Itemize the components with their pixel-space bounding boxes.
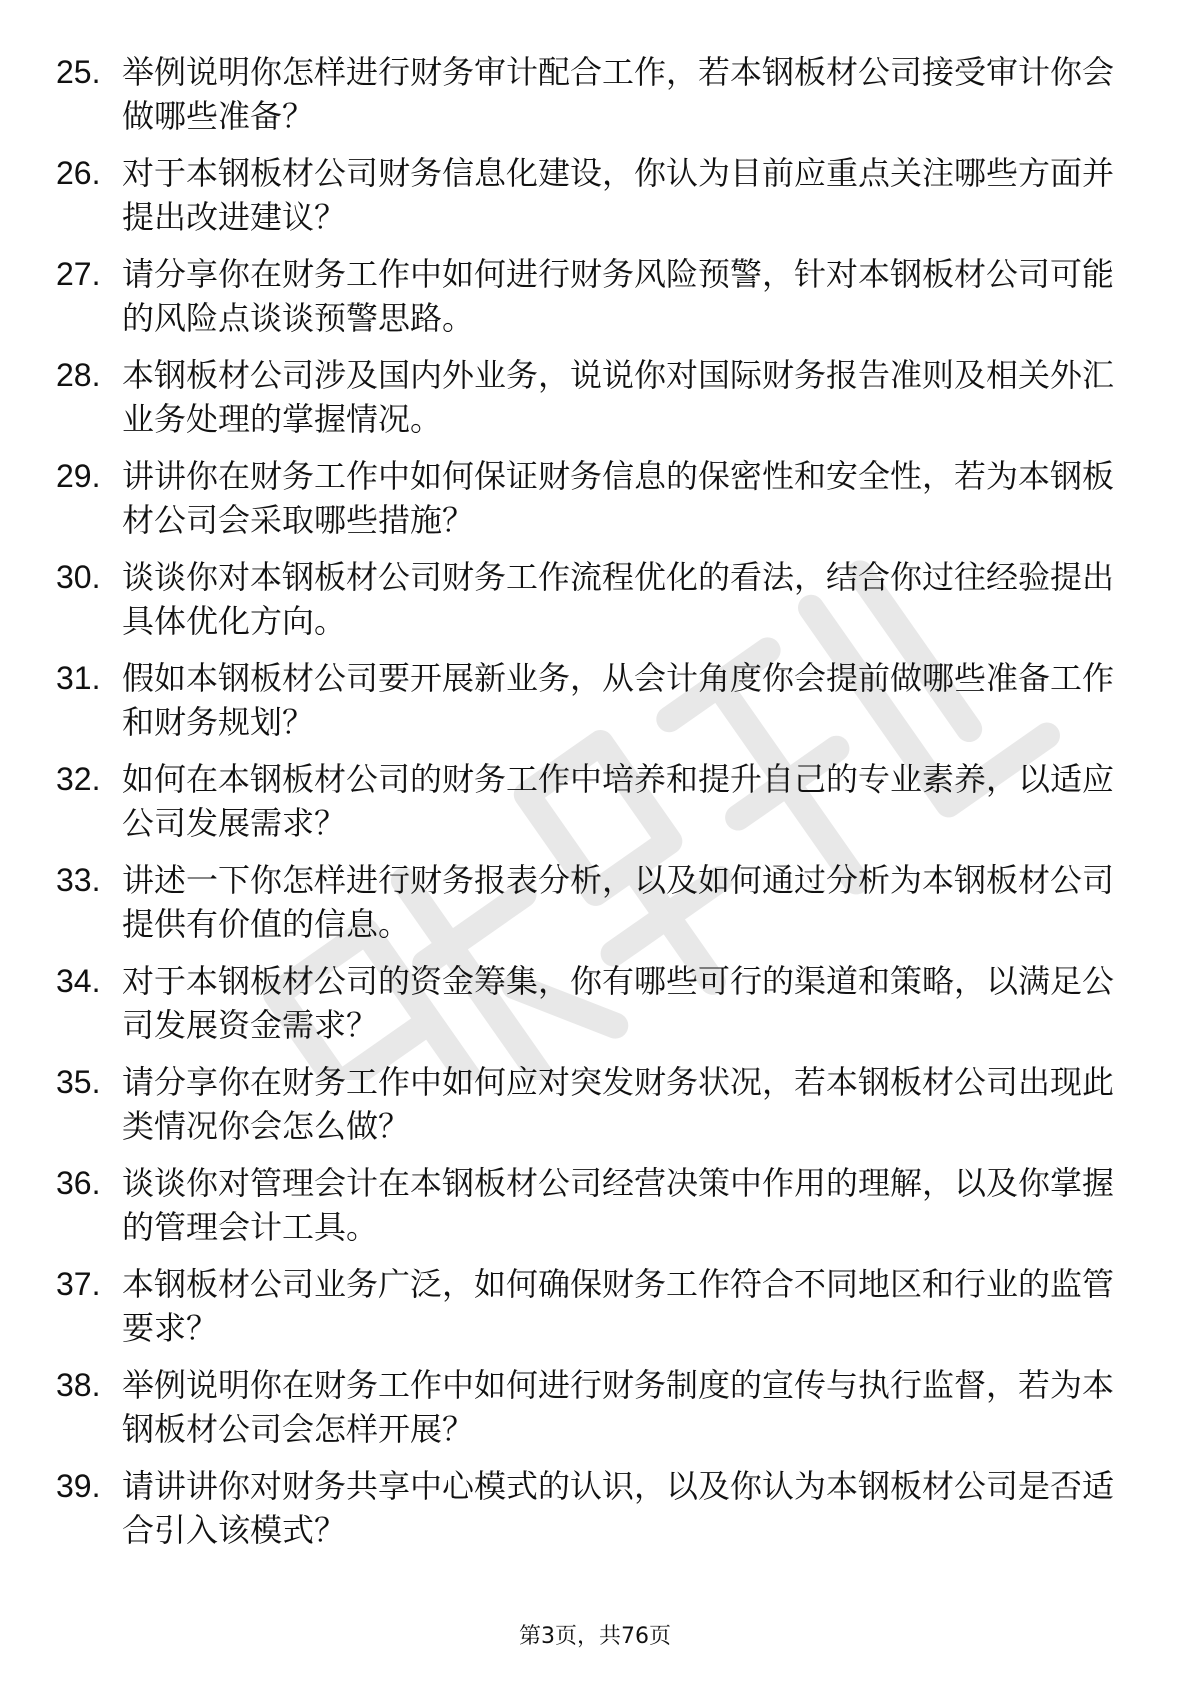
question-text: 举例说明你怎样进行财务审计配合工作，若本钢板材公司接受审计你会做哪些准备？	[122, 53, 1115, 135]
question-item	[56, 151, 1116, 252]
question-number: 26.	[56, 155, 101, 191]
question-number: 32.	[56, 761, 101, 797]
question-number: 25.	[56, 54, 101, 90]
question-text: 对于本钢板材公司财务信息化建设，你认为目前应重点关注哪些方面并提出改进建议？	[122, 154, 1115, 236]
question-item	[56, 1060, 1116, 1161]
question-number: 35.	[56, 1064, 101, 1100]
question-text: 请分享你在财务工作中如何进行财务风险预警，针对本钢板材公司可能的风险点谈谈预警思路。	[122, 255, 1115, 337]
question-item	[56, 858, 1116, 959]
question-item	[56, 656, 1116, 757]
question-item	[56, 50, 1116, 151]
question-item	[56, 1363, 1116, 1464]
question-text: 如何在本钢板材公司的财务工作中培养和提升自己的专业素养，以适应公司发展需求？	[122, 760, 1115, 842]
question-text: 谈谈你对管理会计在本钢板材公司经营决策中作用的理解，以及你掌握的管理会计工具。	[122, 1164, 1115, 1246]
question-item	[56, 555, 1116, 656]
question-text: 请分享你在财务工作中如何应对突发财务状况，若本钢板材公司出现此类情况你会怎么做？	[122, 1063, 1115, 1145]
question-number: 36.	[56, 1165, 101, 1201]
question-text: 举例说明你在财务工作中如何进行财务制度的宣传与执行监督，若为本钢板材公司会怎样开展？	[122, 1366, 1115, 1448]
question-item	[56, 1161, 1116, 1262]
question-number: 37.	[56, 1266, 101, 1302]
question-number: 30.	[56, 559, 101, 595]
question-number: 27.	[56, 256, 101, 292]
question-item	[56, 1464, 1116, 1565]
question-number: 28.	[56, 357, 101, 393]
question-number: 39.	[56, 1468, 101, 1504]
question-item	[56, 353, 1116, 454]
question-number: 29.	[56, 458, 101, 494]
question-text: 谈谈你对本钢板材公司财务工作流程优化的看法，结合你过往经验提出具体优化方向。	[122, 558, 1115, 640]
question-item	[56, 454, 1116, 555]
question-number: 38.	[56, 1367, 101, 1403]
question-item	[56, 252, 1116, 353]
question-list	[56, 50, 1116, 1565]
question-item	[56, 757, 1116, 858]
question-text: 本钢板材公司业务广泛，如何确保财务工作符合不同地区和行业的监管要求？	[122, 1265, 1115, 1347]
question-text: 假如本钢板材公司要开展新业务，从会计角度你会提前做哪些准备工作和财务规划？	[122, 659, 1115, 741]
question-item	[56, 959, 1116, 1060]
question-text: 讲述一下你怎样进行财务报表分析，以及如何通过分析为本钢板材公司提供有价值的信息。	[122, 861, 1115, 943]
question-text: 对于本钢板材公司的资金筹集，你有哪些可行的渠道和策略，以满足公司发展资金需求？	[122, 962, 1115, 1044]
question-text: 本钢板材公司涉及国内外业务，说说你对国际财务报告准则及相关外汇业务处理的掌握情况。	[122, 356, 1115, 438]
question-item	[56, 1262, 1116, 1363]
question-number: 31.	[56, 660, 101, 696]
page-number: 第3页，共76页	[519, 1624, 671, 1649]
question-number: 33.	[56, 862, 101, 898]
question-number: 34.	[56, 963, 101, 999]
question-text: 请讲讲你对财务共享中心模式的认识，以及你认为本钢板材公司是否适合引入该模式？	[122, 1467, 1115, 1549]
question-text: 讲讲你在财务工作中如何保证财务信息的保密性和安全性，若为本钢板材公司会采取哪些措施？	[122, 457, 1115, 539]
